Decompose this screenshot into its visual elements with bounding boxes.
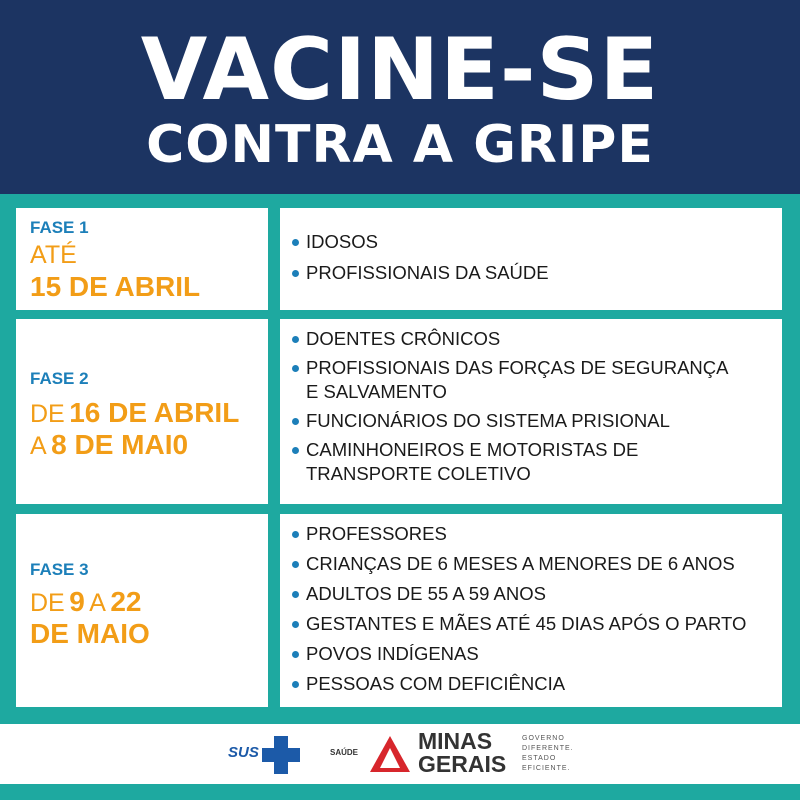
minas-gerais-triangle-icon: [368, 732, 412, 776]
phase-1-groups-cell: [280, 208, 782, 310]
phase-2-date-line1: DE 16 DE ABRIL: [30, 397, 240, 428]
phase-1-date-cell: [16, 208, 268, 310]
list-item: POVOS INDÍGENAS: [292, 642, 746, 666]
phase-1-date-prefix: ATÉ: [30, 241, 77, 269]
bottom-strip: [0, 784, 800, 800]
list-item: DOENTES CRÔNICOS: [292, 327, 729, 351]
saude-label: SAÚDE: [330, 748, 359, 757]
bullet-icon: [292, 447, 299, 454]
phase-2-date-cell: [16, 319, 268, 504]
bullet-icon: [292, 651, 299, 658]
phase-3-list: [292, 522, 746, 696]
main-title: VACINE-SE: [140, 20, 660, 120]
bullet-icon: [292, 531, 299, 538]
list-item: PROFISSIONAIS DAS FORÇAS DE SEGURANÇA: [292, 356, 729, 380]
footer: [0, 724, 800, 784]
subtitle: CONTRA A GRIPE: [146, 115, 654, 175]
bullet-icon: [292, 239, 299, 246]
phase-2-groups-cell: [280, 319, 782, 504]
list-item: GESTANTES E MÃES ATÉ 45 DIAS APÓS O PARTO: [292, 612, 746, 636]
sus-logo-text: SUS: [228, 744, 259, 761]
phase-2-date-line2: A 8 DE MAI0: [30, 429, 189, 460]
list-item: PROFISSIONAIS DA SAÚDE: [292, 261, 549, 285]
bullet-icon: [292, 270, 299, 277]
phase-3-date-line2: DE MAIO: [30, 618, 150, 649]
list-item: CAMINHONEIROS E MOTORISTAS DE: [292, 438, 729, 462]
bullet-icon: [292, 365, 299, 372]
list-item-continuation: E SALVAMENTO: [306, 381, 447, 402]
bullet-icon: [292, 681, 299, 688]
list-item: CRIANÇAS DE 6 MESES A MENORES DE 6 ANOS: [292, 552, 746, 576]
sus-cross-icon: [262, 736, 300, 774]
phase-3-date-cell: [16, 514, 268, 707]
bullet-icon: [292, 591, 299, 598]
list-item: PESSOAS COM DEFICIÊNCIA: [292, 672, 746, 696]
list-item: FUNCIONÁRIOS DO SISTEMA PRISIONAL: [292, 409, 729, 433]
header-banner: [0, 0, 800, 194]
phase-2-list: [292, 327, 729, 486]
phase-3-label: FASE 3: [30, 560, 89, 579]
list-item-continuation: TRANSPORTE COLETIVO: [306, 463, 531, 484]
phase-1-label: FASE 1: [30, 218, 89, 237]
bullet-icon: [292, 418, 299, 425]
minas-gerais-wordmark: MINAS GERAIS: [418, 728, 507, 777]
bullet-icon: [292, 621, 299, 628]
phase-2-label: FASE 2: [30, 369, 89, 388]
list-item: IDOSOS: [292, 230, 549, 254]
list-item: PROFESSORES: [292, 522, 746, 546]
bullet-icon: [292, 561, 299, 568]
phase-1-list: [292, 230, 549, 285]
phase-3-groups-cell: [280, 514, 782, 707]
bullet-icon: [292, 336, 299, 343]
phase-3-date-line1: DE 9 A 22: [30, 586, 142, 617]
list-item: ADULTOS DE 55 A 59 ANOS: [292, 582, 746, 606]
phase-1-date: 15 DE ABRIL: [30, 271, 201, 302]
governo-slogan: GOVERNO DIFERENTE. ESTADO EFICIENTE.: [522, 735, 574, 772]
